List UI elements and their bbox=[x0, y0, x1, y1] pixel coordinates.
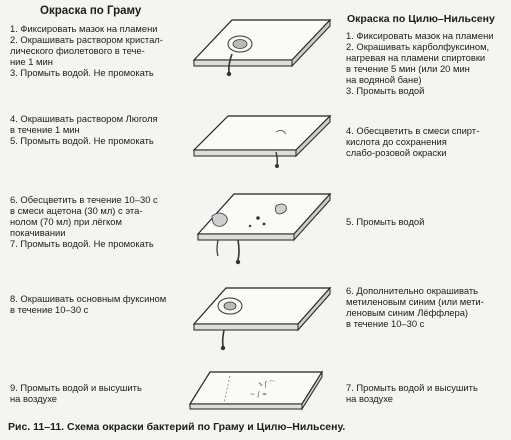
ziehl-step-6: 6. Дополнительно окрашивать метиленовым синим (или мети- леновым синим Лёффлера) в течение 10–30 с bbox=[346, 285, 484, 329]
ziehl-step-4: 4. Обесцветить в смеси спирт- кислота до сохранения слабо-розовой окраски bbox=[346, 125, 480, 158]
ziehl-step-3: 3. Промыть водой bbox=[346, 85, 425, 96]
slide-fixed-smear-illustration bbox=[192, 10, 332, 80]
gram-step-4: 4. Окрашивать раствором Люголя в течение 1 мин bbox=[10, 113, 158, 135]
gram-step-2: 2. Окрашивать раствором кристал- лического фиолетового в тече- ние 1 мин bbox=[10, 34, 163, 67]
slide-fuchsin-illustration bbox=[192, 280, 332, 352]
svg-text:~ ∫ ≈: ~ ∫ ≈ bbox=[250, 391, 267, 398]
ziehl-step-7: 7. Промыть водой и высушить на воздухе bbox=[346, 382, 478, 404]
gram-title: Окраска по Граму bbox=[40, 5, 142, 17]
gram-step-9: 9. Промыть водой и высушить на воздухе bbox=[10, 382, 142, 404]
ziehl-step-2: 2. Окрашивать карболфуксином, нагревая на пламени спиртовки в течение 5 мин (или 20 мин на водяной бане) bbox=[346, 41, 490, 85]
slide-lugol-illustration bbox=[192, 108, 332, 168]
svg-text:∿ ʃ ⌒: ∿ ʃ ⌒ bbox=[258, 381, 275, 388]
slide-dry-illustration bbox=[186, 366, 326, 416]
gram-step-3: 3. Промыть водой. Не промокать bbox=[10, 67, 154, 78]
gram-step-8: 8. Окрашивать основным фуксином в течение 10–30 с bbox=[10, 293, 167, 315]
gram-step-5: 5. Промыть водой. Не промокать bbox=[10, 135, 154, 146]
gram-step-1: 1. Фиксировать мазок на пламени bbox=[10, 23, 158, 34]
slide-decolorize-illustration bbox=[194, 188, 334, 268]
ziehl-title: Окраска по Цилю–Нильсену bbox=[347, 13, 495, 25]
figure-caption: Рис. 11–11. Схема окраски бактерий по Граму и Цилю–Нильсену. bbox=[8, 421, 346, 433]
ziehl-step-5: 5. Промыть водой bbox=[346, 216, 425, 227]
gram-step-7: 7. Промыть водой. Не промокать bbox=[10, 238, 154, 249]
ziehl-step-1: 1. Фиксировать мазок на пламени bbox=[346, 30, 494, 41]
gram-step-6: 6. Обесцветить в течение 10–30 с в смеси ацетона (30 мл) с эта- нолом (70 мл) при лёгком покачивании bbox=[10, 194, 158, 238]
